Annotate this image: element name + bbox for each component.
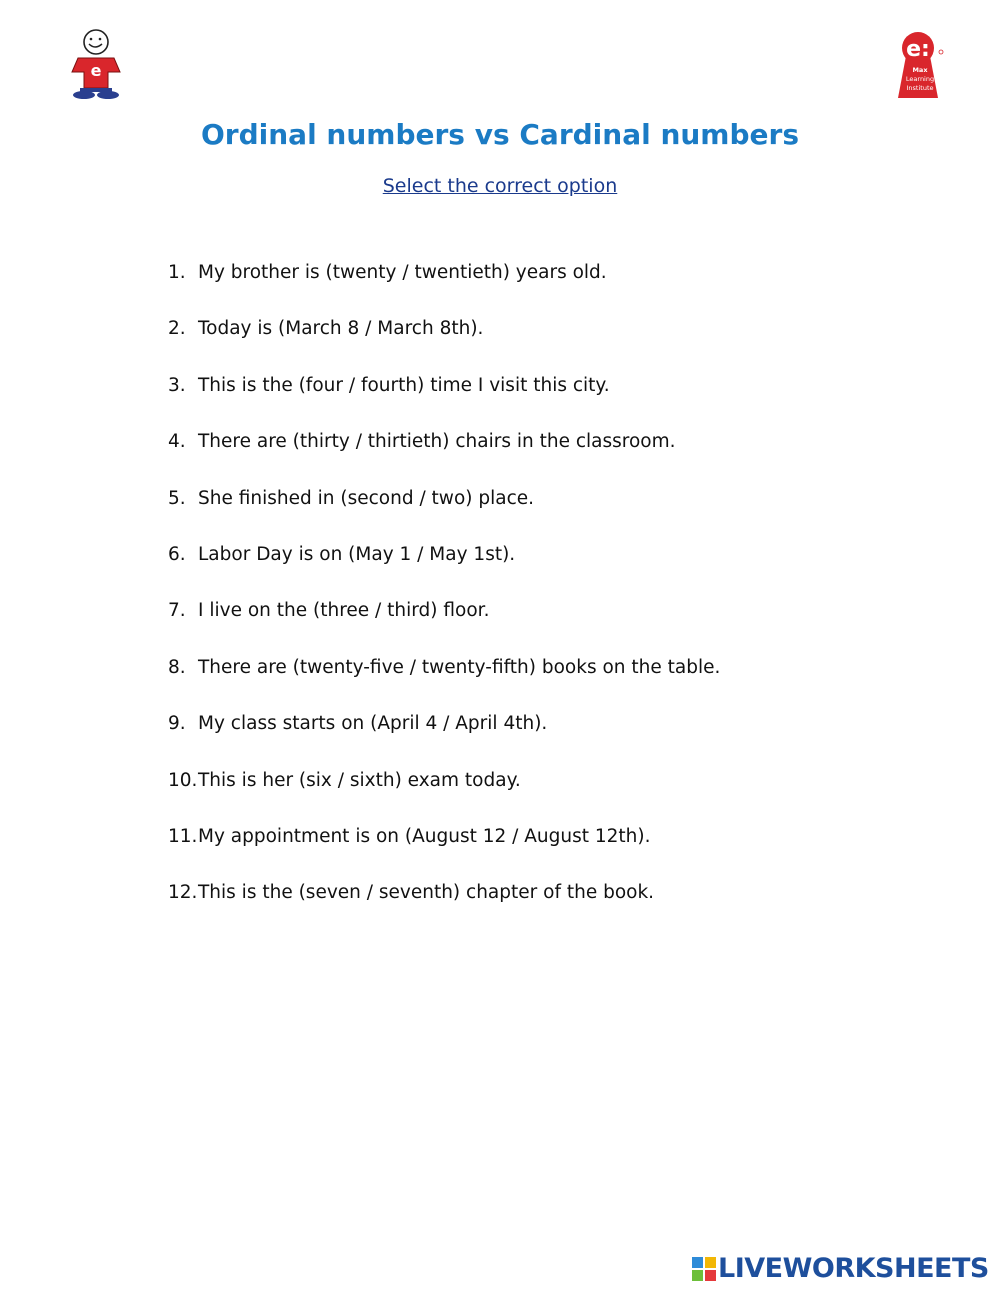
kid-mascot-logo	[64, 28, 128, 100]
question-item	[168, 878, 928, 934]
question-text: My brother is (twenty / twentieth) years old.	[198, 262, 607, 283]
institute-logo-mark: e:	[906, 37, 930, 62]
question-item	[168, 596, 928, 652]
liveworksheets-wordmark: LIVEWORKSHEETS	[718, 1253, 989, 1284]
liveworksheets-brand	[692, 1253, 992, 1285]
question-number: 8.	[168, 656, 186, 678]
question-number: 7.	[168, 600, 186, 622]
question-text: She finished in (second / two) place.	[198, 487, 535, 509]
page-title: Ordinal numbers vs Cardinal numbers	[200, 118, 799, 151]
question-item	[168, 427, 928, 483]
question-number: 5.	[168, 487, 186, 509]
instructions: Select the correct option	[382, 175, 618, 197]
question-number: 9.	[168, 713, 186, 735]
liveworksheets-icon	[692, 1257, 716, 1281]
question-number: 2.	[168, 318, 186, 340]
question-number: 1.	[168, 262, 186, 283]
question-list	[168, 258, 928, 935]
question-text: There are (twenty-five / twenty-fifth) books on the table.	[198, 656, 721, 678]
institute-logo-line-3: Institute	[906, 84, 934, 92]
question-item	[168, 371, 928, 427]
question-text: I live on the (three / third) floor.	[198, 600, 490, 622]
institute-logo	[892, 30, 946, 100]
question-number: 10.	[168, 769, 198, 791]
question-number: 6.	[168, 543, 186, 565]
question-item	[168, 540, 928, 596]
question-number: 12.	[168, 882, 198, 904]
svg-text:e: e	[90, 61, 102, 80]
question-text: This is her (six / sixth) exam today.	[198, 769, 521, 791]
question-number: 4.	[168, 431, 186, 453]
question-item	[168, 766, 928, 822]
question-text: Today is (March 8 / March 8th).	[198, 318, 484, 340]
question-item	[168, 484, 928, 540]
institute-logo-line-1: Max	[912, 66, 928, 74]
question-item	[168, 709, 928, 765]
question-text: This is the (four / fourth) time I visit this city.	[198, 374, 610, 396]
question-text: This is the (seven / seventh) chapter of the book.	[198, 882, 655, 904]
question-text: Labor Day is on (May 1 / May 1st).	[198, 543, 516, 565]
institute-logo-line-2: Learning	[905, 75, 935, 83]
question-number: 11.	[168, 825, 198, 847]
question-item	[168, 822, 928, 878]
question-text: My class starts on (April 4 / April 4th).	[198, 713, 548, 735]
question-item	[168, 258, 928, 314]
question-item	[168, 653, 928, 709]
question-number: 3.	[168, 374, 186, 396]
question-item	[168, 314, 928, 370]
question-text: My appointment is on (August 12 / August 12th).	[198, 825, 651, 847]
question-text: There are (thirty / thirtieth) chairs in the classroom.	[198, 431, 676, 453]
